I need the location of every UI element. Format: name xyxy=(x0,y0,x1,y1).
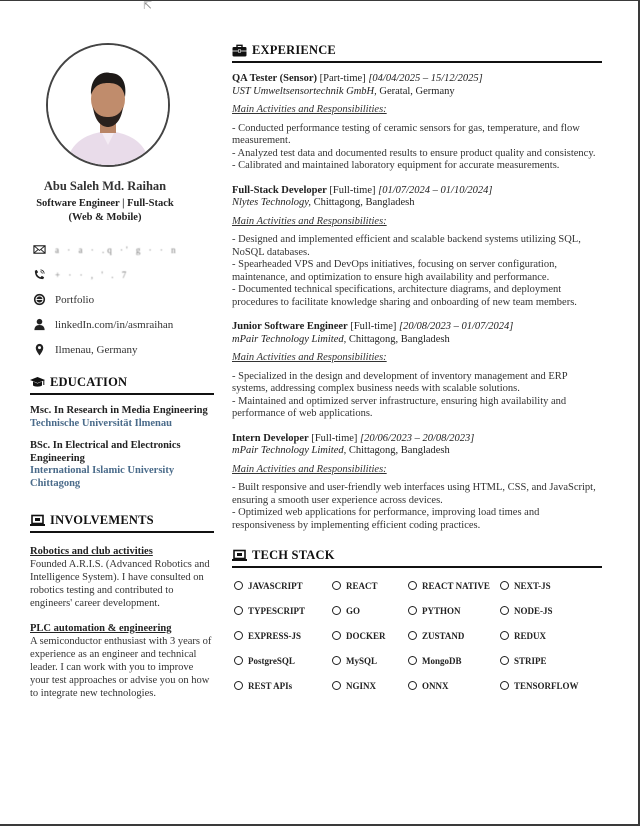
job-title: Intern Developer xyxy=(232,432,309,444)
job-bullet: - Analyzed test data and documented results to ensure product quality and consistency. xyxy=(232,147,596,159)
job-header xyxy=(232,185,602,198)
tech-stack-label: JAVASCRIPT xyxy=(248,580,303,591)
job-bullet: - Maintained and optimized server infrastructure, ensuring high availability and performance of web applications. xyxy=(232,395,567,419)
globe-icon xyxy=(32,293,46,307)
contact-portfolio[interactable] xyxy=(32,287,214,312)
education-degree: BSc. In Electrical and Electronics Engineering xyxy=(30,440,181,464)
job-bullet: - Designed and implemented efficient and scalable backend systems utilizing SQL, NoSQL databases. xyxy=(232,234,581,258)
tech-stack-label: STRIPE xyxy=(514,655,547,666)
mouse-cursor-icon: ⇱ xyxy=(143,0,153,12)
tech-stack-label: PYTHON xyxy=(422,605,461,616)
involvements-heading xyxy=(30,513,214,533)
job-dates: [20/08/2023 – 01/07/2024] xyxy=(399,321,514,332)
circle-bullet-icon xyxy=(234,681,243,690)
tech-stack-item xyxy=(330,578,406,593)
job-list xyxy=(232,73,602,532)
profile-photo xyxy=(46,43,170,167)
tech-stack-item xyxy=(498,628,598,643)
tech-stack-item xyxy=(232,603,330,618)
profile-photo-image xyxy=(48,45,168,165)
tech-stack-heading-text: TECH STACK xyxy=(252,548,335,562)
job-bullets xyxy=(232,482,602,532)
tech-stack-item xyxy=(330,653,406,668)
contact-email[interactable] xyxy=(32,237,214,262)
job-header xyxy=(232,433,602,446)
job-dates: [20/06/2023 – 20/08/2023] xyxy=(360,432,475,444)
contact-linkedin[interactable] xyxy=(32,312,214,337)
circle-bullet-icon xyxy=(408,581,417,590)
job-entry xyxy=(232,321,602,421)
tech-stack-label: REDUX xyxy=(514,630,547,641)
contact-linkedin-link[interactable]: linkedIn.com/in/asmraihan xyxy=(55,318,174,331)
tech-stack-label: REACT NATIVE xyxy=(422,580,490,591)
circle-bullet-icon xyxy=(332,631,341,640)
circle-bullet-icon xyxy=(234,606,243,615)
tech-stack-item xyxy=(498,678,598,693)
tech-stack-label: REST APIs xyxy=(248,680,293,691)
job-bullet: - Spearheaded VPS and DevOps initiatives, focusing on server configuration, maintenance, and optimization to ensure high availability and performance. xyxy=(232,259,557,283)
involvements-section xyxy=(30,513,214,700)
job-company: mPair Technology Limited, xyxy=(232,333,347,345)
job-dates: [01/07/2024 – 01/10/2024] xyxy=(378,184,493,196)
job-title: QA Tester (Sensor) xyxy=(232,73,317,84)
tech-stack-label: DOCKER xyxy=(346,630,386,641)
envelope-icon xyxy=(32,243,46,257)
circle-bullet-icon xyxy=(500,631,509,640)
education-item xyxy=(30,440,214,490)
contact-phone-text: + · · , ' . 7 xyxy=(55,269,130,280)
job-bullets xyxy=(232,123,602,173)
job-company: mPair Technology Limited, xyxy=(232,445,347,456)
job-bullet: - Conducted performance testing of ceramic sensors for gas, temperature, and flow measurement. xyxy=(232,122,580,146)
job-type: [Full-time] xyxy=(311,432,358,444)
tech-stack-label: REACT xyxy=(346,580,378,591)
tech-stack-item xyxy=(406,603,498,618)
circle-bullet-icon xyxy=(408,606,417,615)
job-bullet: - Calibrated and maintained laboratory equipment for accurate measurements. xyxy=(232,160,560,171)
circle-bullet-icon xyxy=(332,606,341,615)
job-company: Nlytes Technology, xyxy=(232,197,311,208)
involvement-text: Founded A.R.I.S. (Advanced Robotics and Intelligence System). I have consulted on robotics testing and contributed to engineers' career development. xyxy=(30,559,210,609)
tech-stack-item xyxy=(498,653,598,668)
job-location: Chittagong, Bangladesh xyxy=(348,333,450,345)
contact-phone[interactable] xyxy=(32,262,214,287)
circle-bullet-icon xyxy=(500,581,509,590)
circle-bullet-icon xyxy=(500,606,509,615)
user-icon xyxy=(32,318,46,332)
tech-stack-item xyxy=(498,603,598,618)
job-title: Junior Software Engineer xyxy=(232,321,348,332)
tech-stack-label: NEXT-JS xyxy=(514,580,551,591)
responsibilities-label: Main Activities and Responsibilities: xyxy=(232,104,387,115)
contact-list xyxy=(32,237,214,362)
tech-stack-item xyxy=(232,628,330,643)
map-pin-icon xyxy=(32,343,46,357)
job-bullets xyxy=(232,234,602,309)
graduation-cap-icon xyxy=(30,376,45,389)
circle-bullet-icon xyxy=(234,631,243,640)
tech-stack-label: ONNX xyxy=(422,680,449,691)
contact-location xyxy=(32,337,214,362)
education-university: International Islamic University Chittagong xyxy=(30,465,175,489)
contact-location-text: Ilmenau, Germany xyxy=(55,343,138,356)
tech-stack-heading xyxy=(232,548,602,568)
job-bullet: - Optimized web applications for performance, improving load times and responsiveness by implementing efficient coding practices. xyxy=(232,507,540,531)
circle-bullet-icon xyxy=(332,656,341,665)
involvement-item xyxy=(30,545,214,610)
involvement-item xyxy=(30,622,214,700)
job-employer xyxy=(232,445,602,458)
job-header xyxy=(232,321,602,334)
circle-bullet-icon xyxy=(500,681,509,690)
job-entry xyxy=(232,185,602,310)
circle-bullet-icon xyxy=(408,631,417,640)
responsibilities-label: Main Activities and Responsibilities: xyxy=(232,463,387,475)
tech-stack-item xyxy=(406,653,498,668)
education-heading xyxy=(30,375,214,395)
involvement-title: Robotics and club activities xyxy=(30,546,153,557)
circle-bullet-icon xyxy=(332,681,341,690)
involvements-heading-text: INVOLVEMENTS xyxy=(50,513,154,527)
job-bullet: - Documented technical specifications, architecture diagrams, and deployment procedures to facilitate knowledge sharing and onboarding of new team members. xyxy=(232,284,577,308)
job-employer xyxy=(232,197,602,210)
job-location: Geratal, Germany xyxy=(379,85,455,97)
laptop-icon xyxy=(232,549,247,562)
responsibilities-label: Main Activities and Responsibilities: xyxy=(232,215,387,227)
tech-stack-grid xyxy=(232,578,602,693)
briefcase-icon xyxy=(232,44,247,57)
tech-stack-item xyxy=(330,628,406,643)
involvement-title: PLC automation & engineering xyxy=(30,623,172,634)
involvement-text: A semiconductor enthusiast with 3 years of experience as an engineer and technical leader. I can work with you to improve your test approaches or advise you on how to integrate new technologies. xyxy=(30,636,212,699)
tech-stack-item xyxy=(232,678,330,693)
profile-role-line2: (Web & Mobile) xyxy=(68,212,142,223)
circle-bullet-icon xyxy=(234,581,243,590)
job-type: [Full-time] xyxy=(329,184,376,196)
education-heading-text: EDUCATION xyxy=(50,375,128,389)
tech-stack-item xyxy=(232,653,330,668)
tech-stack-label: TENSORFLOW xyxy=(514,680,579,691)
tech-stack-item xyxy=(406,678,498,693)
circle-bullet-icon xyxy=(408,681,417,690)
contact-portfolio-link[interactable]: Portfolio xyxy=(55,293,95,306)
tech-stack-item xyxy=(330,603,406,618)
job-bullet: - Built responsive and user-friendly web interfaces using HTML, CSS, and JavaScript, ensuring a smooth user experience across devices. xyxy=(232,482,596,506)
job-entry xyxy=(232,73,602,173)
tech-stack-label: TYPESCRIPT xyxy=(248,605,306,616)
job-title: Full-Stack Developer xyxy=(232,184,327,196)
tech-stack-item xyxy=(232,578,330,593)
laptop-icon xyxy=(30,514,45,527)
job-entry xyxy=(232,433,602,533)
profile-name: Abu Saleh Md. Raihan xyxy=(43,179,167,193)
circle-bullet-icon xyxy=(408,656,417,665)
circle-bullet-icon xyxy=(332,581,341,590)
job-type: [Full-time] xyxy=(350,321,397,332)
contact-email-text: a · a · .q ·' g · · n xyxy=(55,244,179,255)
phone-icon xyxy=(32,268,46,282)
job-dates: [04/04/2025 – 15/12/2025] xyxy=(368,73,483,84)
job-type: [Part-time] xyxy=(319,73,366,84)
job-company: UST Umweltsensortechnik GmbH, xyxy=(232,85,377,97)
responsibilities-label: Main Activities and Responsibilities: xyxy=(232,352,387,363)
job-bullets xyxy=(232,371,602,421)
circle-bullet-icon xyxy=(500,656,509,665)
tech-stack-label: PostgreSQL xyxy=(248,655,295,666)
tech-stack-label: MySQL xyxy=(346,655,378,666)
job-employer xyxy=(232,86,602,99)
tech-stack-label: EXPRESS-JS xyxy=(248,630,302,641)
right-column xyxy=(232,43,602,693)
experience-heading xyxy=(232,43,602,63)
job-header xyxy=(232,73,602,86)
education-degree: Msc. In Research in Media Engineering xyxy=(30,405,208,416)
profile-role xyxy=(30,197,180,225)
job-employer xyxy=(232,334,602,347)
job-location: Chittagong, Bangladesh xyxy=(313,197,415,208)
tech-stack-label: GO xyxy=(346,605,361,616)
circle-bullet-icon xyxy=(234,656,243,665)
education-university: Technische Universität Ilmenau xyxy=(30,417,172,429)
profile-role-line1: Software Engineer | Full-Stack xyxy=(36,198,174,209)
tech-stack-item xyxy=(330,678,406,693)
tech-stack-label: NODE-JS xyxy=(514,605,553,616)
education-section xyxy=(30,375,214,490)
tech-stack-section xyxy=(232,548,602,693)
tech-stack-label: MongoDB xyxy=(422,655,462,666)
experience-heading-text: EXPERIENCE xyxy=(252,43,336,57)
job-bullet: - Specialized in the design and development of inventory management and ERP systems, addressing complex business needs with scalable solutions. xyxy=(232,370,568,394)
job-location: Chittagong, Bangladesh xyxy=(348,445,450,456)
tech-stack-item xyxy=(498,578,598,593)
tech-stack-label: NGINX xyxy=(346,680,377,691)
tech-stack-label: ZUSTAND xyxy=(422,630,465,641)
education-item xyxy=(30,405,214,430)
tech-stack-item xyxy=(406,628,498,643)
tech-stack-item xyxy=(406,578,498,593)
